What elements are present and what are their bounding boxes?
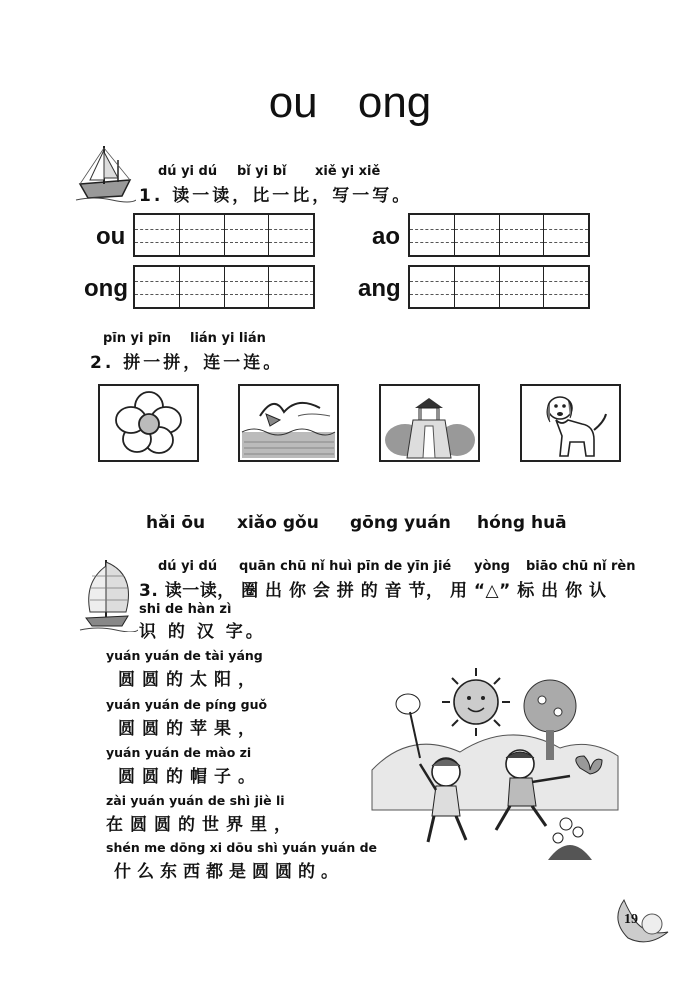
page-title: ou ong xyxy=(268,78,432,127)
writing-grid-ou[interactable] xyxy=(133,213,315,257)
section3-heading-line1: 3. 读一读， 圈 出 你 会 拼 的 音 节， 用 “△” 标 出 你 认 xyxy=(139,581,607,601)
section3-pinyin-4: biāo chū nǐ rèn xyxy=(526,559,636,574)
poem-line3-hanzi: 圆圆的帽子。 xyxy=(118,767,262,787)
poem-line1-hanzi: 圆圆的太阳， xyxy=(118,670,262,690)
section2-heading: 2. 拼一拼，连一连。 xyxy=(90,353,284,373)
poem-line4-pinyin: zài yuán yuán de shì jiè li xyxy=(106,793,285,808)
word-gong-yuan[interactable]: gōng yuán xyxy=(350,513,451,533)
bird-over-sea-picture[interactable] xyxy=(238,384,339,462)
writing-grid-ong[interactable] xyxy=(133,265,315,309)
children-playing-illustration xyxy=(370,660,620,875)
poem-line5-pinyin: shén me dōng xi dōu shì yuán yuán de xyxy=(106,840,378,855)
section2-pinyin-1: pīn yi pīn xyxy=(103,331,172,346)
section3-pinyin-3: yòng xyxy=(474,559,510,574)
vowel-ao: ao xyxy=(372,223,401,250)
writing-grid-ao[interactable] xyxy=(408,213,590,257)
section1-pinyin-1: dú yi dú xyxy=(158,164,218,179)
page-number-decoration-icon xyxy=(612,896,674,944)
section1-heading: 1. 读一读，比一比，写一写。 xyxy=(139,186,413,206)
section1-pinyin-3: xiě yi xiě xyxy=(315,164,381,179)
dog-icon xyxy=(522,386,619,460)
section3-pinyin-2: quān chū nǐ huì pīn de yīn jié xyxy=(239,559,452,574)
vowel-ong: ong xyxy=(84,275,128,302)
word-xiao-gou[interactable]: xiǎo gǒu xyxy=(237,513,319,533)
flower-bush-icon xyxy=(548,818,592,860)
sun-icon xyxy=(442,668,510,736)
pavilion-icon xyxy=(381,386,478,460)
vowel-ou: ou xyxy=(96,223,126,250)
sailboat-icon xyxy=(78,556,138,632)
seagull-icon xyxy=(240,386,337,460)
section1-pinyin-2: bǐ yi bǐ xyxy=(237,164,287,179)
poem-line3-pinyin: yuán yuán de mào zi xyxy=(106,745,252,760)
poem-line5-hanzi: 什么东西都是圆圆的。 xyxy=(114,862,344,882)
section3-pinyin-1: dú yi dú xyxy=(158,559,218,574)
section3-pinyin-line2: shi de hàn zì xyxy=(139,602,232,617)
word-hai-ou[interactable]: hǎi ōu xyxy=(146,513,206,533)
writing-grid-ang[interactable] xyxy=(408,265,590,309)
section2-pinyin-2: lián yi lián xyxy=(190,331,266,346)
dog-picture[interactable] xyxy=(520,384,621,462)
vowel-ang: ang xyxy=(358,275,401,302)
flower-picture[interactable] xyxy=(98,384,199,462)
word-hong-hua[interactable]: hóng huā xyxy=(477,513,567,533)
poem-line4-hanzi: 在圆圆的世界里， xyxy=(106,815,298,835)
flower-icon xyxy=(100,386,197,460)
poem-line1-pinyin: yuán yuán de tài yáng xyxy=(106,648,263,663)
poem-line2-hanzi: 圆圆的苹果， xyxy=(118,719,262,739)
section3-heading-line2: 识 的 汉 字。 xyxy=(139,622,266,642)
ship-icon xyxy=(74,142,136,204)
pavilion-park-picture[interactable] xyxy=(379,384,480,462)
poem-line2-pinyin: yuán yuán de píng guǒ xyxy=(106,697,268,712)
page-number: 19 xyxy=(624,912,638,927)
